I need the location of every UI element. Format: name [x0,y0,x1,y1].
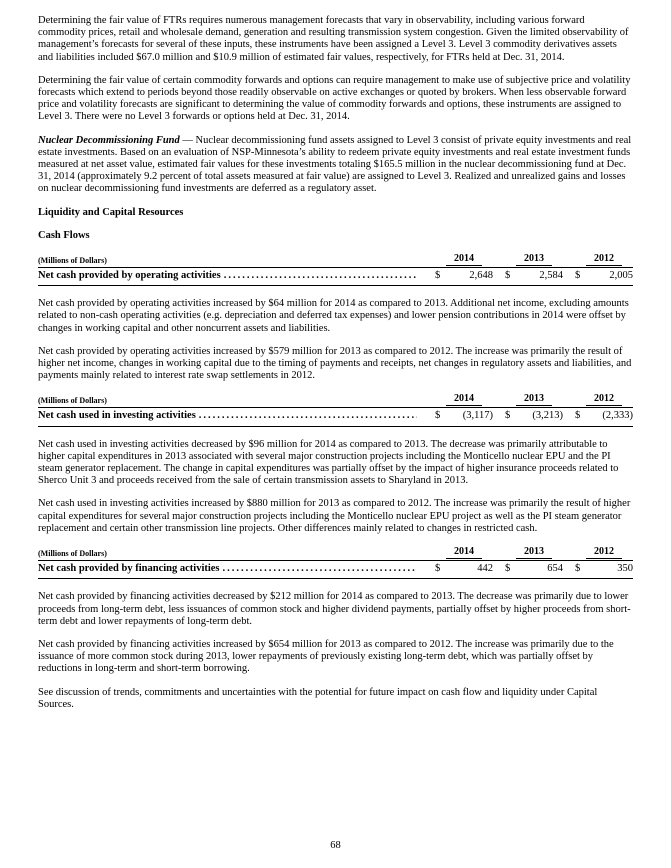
currency-symbol: $ [575,270,581,282]
nuclear-decommissioning-fund-lead: Nuclear Decommissioning Fund [38,134,180,146]
table-operating-activities [38,253,633,286]
table-data-row [38,408,633,426]
table-cell-2013 [505,270,563,282]
paragraph-nuclear-decommissioning-fund [38,135,633,196]
paragraph-financing-2013-vs-2012: Net cash provided by financing activities increased by $654 million for 2013 as compared to 2012. The increase was primarily due to the issuance of more common stock during 2013, lower repayments of previously existing long-term debt, which was partially offset by reductions in long-term and short-term borrowing. [38,638,614,675]
currency-symbol: $ [435,410,441,422]
cell-value: 2,648 [469,270,493,282]
cell-value: (3,213) [532,410,563,422]
table-data-row [38,561,633,579]
currency-symbol: $ [505,563,511,575]
currency-symbol: $ [435,563,441,575]
table-year-header-2014 [435,393,493,406]
table-year-header-2013 [505,546,563,559]
currency-symbol: $ [435,270,441,282]
page-number: 68 [330,839,341,851]
table-year-header-2013 [505,253,563,266]
table-investing-activities [38,393,633,426]
table-year-header-2014 [435,546,493,559]
currency-symbol: $ [575,410,581,422]
table-cell-2013 [505,563,563,575]
row-label-text: Net cash provided by operating activities [38,270,221,282]
table-row-label [38,410,423,422]
table-cell-2014 [435,410,493,422]
paragraph-investing-2014-vs-2013: Net cash used in investing activities decreased by $96 million for 2014 as compared to 2013. The decrease was primarily attributable to higher capital expenditures in 2013 associated with several major construction projects including the Monticello nuclear EPU and the PI steam generator replacement. The change in capital expenditures was partially offset by the impact of higher insurance proceeds related to Sherco Unit 3 and proceeds received from the sale of certain transmission assets to Sharyland in 2013. [38,438,619,487]
table-data-row [38,268,633,286]
row-label-text: Net cash used in investing activities [38,410,196,422]
table-cell-2013 [505,410,563,422]
table-year-header-2013 [505,393,563,406]
table-cell-2014 [435,270,493,282]
paragraph-investing-2013-vs-2012: Net cash used in investing activities increased by $880 million for 2013 as compared to 2012. The increase was primarily the result of higher capital expenditures for several major construction projects including the Monticello nuclear EPU project as well as the PI steam generator replacement and certain other transmission line projects. Other differences mainly related to changes in restricted cash. [38,498,631,534]
table-cell-2012 [575,563,633,575]
year-label: 2012 [586,393,622,406]
paragraph-ftr-fair-value: Determining the fair value of FTRs requires numerous management forecasts that vary in observability, including various forward commodity prices, retail and wholesale demand, generation and resulting transmission system congestion. Given the limited observability of management’s forecasts for several of these inputs, these instruments have been assigned a Level 3. Level 3 commodity derivatives assets and liabilities included $67.0 million and $10.9 million of estimated fair values, respectively, for FTRs held at Dec. 31, 2014. [38,15,629,63]
cell-value: 350 [617,563,633,575]
dot-leader [199,410,417,422]
row-label-text: Net cash provided by financing activities [38,563,220,575]
paragraph-capital-sources-reference: See discussion of trends, commitments and uncertainties with the potential for future impact on cash flow and liquidity under Capital Sources. [38,686,598,710]
year-label: 2014 [446,393,482,406]
year-label: 2012 [586,546,622,559]
cell-value: 442 [477,563,493,575]
year-label: 2013 [516,253,552,266]
subsection-heading-cash-flows: Cash Flows [38,229,90,241]
section-heading-liquidity: Liquidity and Capital Resources [38,206,184,218]
table-header-row [38,546,633,561]
table-year-header-2012 [575,393,633,406]
currency-symbol: $ [505,270,511,282]
table-year-header-2012 [575,546,633,559]
table-cell-2014 [435,563,493,575]
paragraph-operating-2013-vs-2012: Net cash provided by operating activities increased by $579 million for 2013 as compared to 2012. The increase was primarily the result of higher net income, changes in working capital due to the timing of payments and receipts, net changes in regulatory assets and liabilities, and payments mainly related to interest rate swap settlements in 2012. [38,345,632,382]
table-year-header-2014 [435,253,493,266]
table-units-label: (Millions of Dollars) [38,256,107,266]
currency-symbol: $ [575,563,581,575]
table-header-row [38,393,633,408]
dot-leader [224,270,417,282]
dot-leader [223,563,417,575]
year-label: 2012 [586,253,622,266]
paragraph-forwards-options: Determining the fair value of certain commodity forwards and options can require management to make use of subjective price and volatility forecasts which extend to periods beyond those readily observable on active exchanges or quoted by brokers. When less observable forward price and volatility forecasts are significant to determining the value of commodity forwards and options, these instruments are assigned to Level 3. There were no Level 3 forwards or options held at Dec. 31, 2014. [38,74,631,123]
cell-value: 2,005 [609,270,633,282]
currency-symbol: $ [505,410,511,422]
table-cell-2012 [575,270,633,282]
table-cell-2012 [575,410,633,422]
table-year-header-2012 [575,253,633,266]
table-header-row [38,253,633,268]
table-financing-activities [38,546,633,579]
table-units-label: (Millions of Dollars) [38,549,107,559]
table-row-label [38,563,423,575]
year-label: 2013 [516,546,552,559]
year-label: 2013 [516,393,552,406]
paragraph-financing-2014-vs-2013: Net cash provided by financing activities decreased by $212 million for 2014 as compared to 2013. The decrease was primarily due to lower proceeds from long-term debt, less issuances of common stock and higher dividend payments, partially offset by higher proceeds from short-term debt and lower repayments of long-term debt. [38,591,631,627]
year-label: 2014 [446,253,482,266]
nuclear-decommissioning-fund-text: — Nuclear decommissioning fund assets assigned to Level 3 consist of private equity investments and real estate investments. Based on an evaluation of NSP-Minnesota’s ability to redeem private equity investments and real estate investment funds measured at net asset value, estimated fair values for these investments totaling $165.5 million in the nuclear decommissioning fund at Dec. 31, 2014 (approximately 9.2 percent of total assets measured at fair value) are assigned to Level 3. Realized and unrealized gains and losses on nuclear decommissioning fund investments are deferred as a regulatory asset. [38,134,632,195]
year-label: 2014 [446,546,482,559]
cell-value: (3,117) [462,410,493,422]
cell-value: 654 [547,563,563,575]
cell-value: 2,584 [539,270,563,282]
paragraph-operating-2014-vs-2013: Net cash provided by operating activities increased by $64 million for 2014 as compared to 2013. Additional net income, excluding amounts related to non-cash operating activities (e.g. depreciation and deferred tax expenses) and lower pension contributions in 2014 were offset by changes in working capital and other noncurrent assets and liabilities. [38,298,629,334]
table-units-label: (Millions of Dollars) [38,396,107,406]
cell-value: (2,333) [602,410,633,422]
table-row-label [38,270,423,282]
